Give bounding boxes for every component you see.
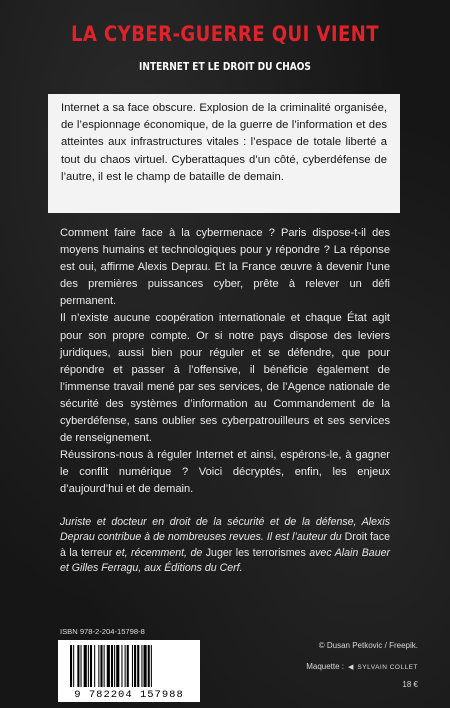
barcode — [58, 640, 200, 702]
barcode-bar — [98, 645, 99, 687]
barcode-bar — [144, 645, 147, 687]
barcode-bar — [141, 645, 142, 687]
author-bio — [60, 515, 390, 577]
sylvain-collet-logo-icon: ◀ — [348, 664, 354, 671]
barcode-bar — [148, 645, 150, 687]
barcode-bar — [81, 645, 82, 687]
barcode-bar — [134, 645, 136, 687]
barcode-bar — [125, 645, 126, 687]
barcode-bar — [114, 645, 115, 687]
bio-book-1: Droit face à la terreur — [60, 531, 390, 559]
description-paragraph-3: Réussirons-nous à réguler Internet et ainsi, espérons-le, à gagner le conflit numérique ? Voici décryptés, enfin, les enjeux d’aujourd’hui et de demain. — [60, 449, 390, 496]
maquette-logo: SYLVAIN COLLET — [357, 664, 418, 671]
author-bio-text — [60, 515, 390, 577]
description — [60, 225, 390, 499]
photo-credit: © Dusan Petkovic / Freepik. — [318, 641, 418, 650]
book-title: LA CYBER-GUERRE QUI VIENT — [70, 22, 380, 46]
barcode-bar — [151, 645, 152, 687]
barcode-bar — [111, 645, 113, 687]
barcode-digits: 9 782204 157988 — [74, 689, 184, 701]
barcode-bars — [58, 640, 200, 690]
description-paragraph-1: Comment faire face à la cybermenace ? Paris dispose-t-il des moyens humains et technologiques pour y répondre ? La réponse est oui, affirme Alexis Deprau. Et la France œuvre à devenir l’une des premières puissances cyber, prête à relever un défi permanent. — [60, 227, 390, 308]
barcode-bar — [90, 645, 92, 687]
description-paragraph-2: Il n’existe aucune coopération internationale et chaque État agit pour son propre compte. Or si notre pays dispose des leviers juridiques, aussi bien pour réguler et se défendre, que pour répondre et passer à l’offensive, il bénéficie également de l’immense travail mené par ses services, de l’Agence nationale de sécurité des systèmes d’information au Commandement de la cyberdéfense, sans oublier ses cyberpatrouilleurs et ses services de renseignement. — [60, 312, 390, 445]
book-subtitle: INTERNET ET LE DROIT DU CHAOS — [139, 61, 311, 73]
barcode-bar — [116, 645, 119, 687]
barcode-bar — [94, 645, 95, 687]
barcode-bar — [70, 645, 72, 687]
barcode-bar — [77, 645, 79, 687]
bio-part-3: avec Alain Bauer et Gilles Ferragu, aux Éditions du Cerf. — [60, 546, 391, 575]
barcode-bar — [100, 645, 102, 687]
barcode-bar — [132, 645, 133, 687]
barcode-bar — [73, 645, 74, 687]
barcode-bar — [107, 645, 110, 687]
barcode-bar — [88, 645, 89, 687]
barcode-bar — [84, 645, 87, 687]
bio-part-2: et, récemment, de — [112, 546, 206, 559]
summary-box — [48, 94, 400, 213]
price: 18 € — [402, 680, 418, 689]
bio-book-2: Juger les terrorismes — [205, 546, 306, 559]
summary-text: Internet a sa face obscure. Explosion de la criminalité organisée, de l’espionnage économique, de la guerre de l’information et des atteintes aux infrastructures vitales : l’espace de totale liberté a tout du chaos virtuel. Cyberattaques d’un côté, cyberdéfense de l’autre, il est le champ de bataille de demain. — [61, 102, 387, 183]
barcode-bar — [104, 645, 105, 687]
bio-part-1: Juriste et docteur en droit de la sécurité et de la défense, Alexis Deprau contribue à de nombreuses revues. Il est l’auteur du — [60, 516, 390, 544]
barcode-bar — [137, 645, 139, 687]
maquette-label: Maquette : — [306, 662, 345, 671]
barcode-bar — [127, 645, 129, 687]
maquette-credit — [268, 662, 418, 671]
barcode-bar — [121, 645, 122, 687]
isbn-label: ISBN 978-2-204-15798-8 — [60, 627, 145, 636]
